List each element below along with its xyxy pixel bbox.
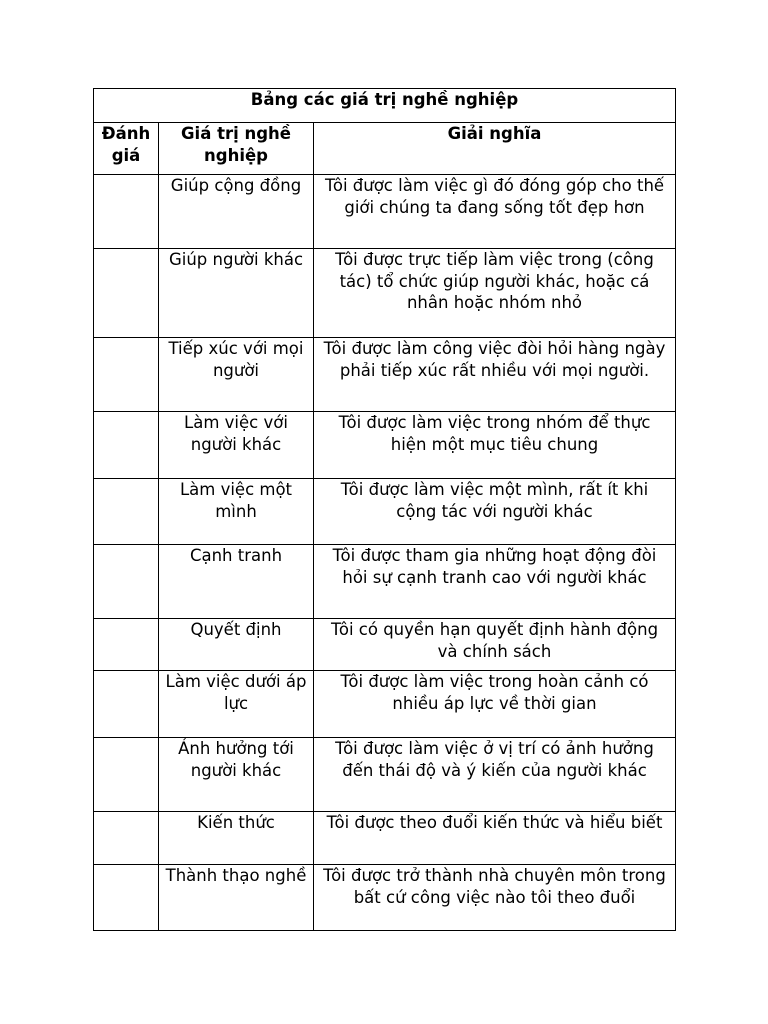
table-row [94, 412, 676, 479]
career-value-cell: Tiếp xúc với mọi người [159, 338, 314, 412]
meaning-cell: Tôi được trở thành nhà chuyên môn trong bất cứ công việc nào tôi theo đuổi [314, 865, 676, 931]
rating-cell[interactable] [94, 865, 159, 931]
career-value-cell: Làm việc một mình [159, 479, 314, 545]
table-row [94, 619, 676, 671]
rating-cell[interactable] [94, 812, 159, 865]
header-row [94, 123, 676, 175]
meaning-cell: Tôi được làm việc ở vị trí có ảnh hưởng đến thái độ và ý kiến của người khác [314, 738, 676, 812]
table-row [94, 249, 676, 338]
table-row [94, 738, 676, 812]
table-row [94, 865, 676, 931]
rating-cell[interactable] [94, 479, 159, 545]
meaning-cell: Tôi được làm việc gì đó đóng góp cho thế giới chúng ta đang sống tốt đẹp hơn [314, 175, 676, 249]
meaning-cell: Tôi được làm công việc đòi hỏi hàng ngày phải tiếp xúc rất nhiều với mọi người. [314, 338, 676, 412]
career-value-cell: Làm việc với người khác [159, 412, 314, 479]
rating-cell[interactable] [94, 412, 159, 479]
career-value-cell: Làm việc dưới áp lực [159, 671, 314, 738]
title-row [94, 89, 676, 123]
table-row [94, 545, 676, 619]
rating-cell[interactable] [94, 338, 159, 412]
career-value-cell: Kiến thức [159, 812, 314, 865]
meaning-cell: Tôi được theo đuổi kiến thức và hiểu biết [314, 812, 676, 865]
career-value-cell: Thành thạo nghề [159, 865, 314, 931]
career-values-table [93, 88, 676, 931]
meaning-cell: Tôi có quyền hạn quyết định hành động và chính sách [314, 619, 676, 671]
rating-cell[interactable] [94, 619, 159, 671]
header-career-value: Giá trị nghề nghiệp [159, 123, 314, 175]
meaning-cell: Tôi được làm việc một mình, rất ít khi cộng tác với người khác [314, 479, 676, 545]
table-row [94, 479, 676, 545]
table-title: Bảng các giá trị nghề nghiệp [94, 89, 676, 123]
rating-cell[interactable] [94, 175, 159, 249]
table-row [94, 812, 676, 865]
rating-cell[interactable] [94, 249, 159, 338]
table-row [94, 175, 676, 249]
meaning-cell: Tôi được làm việc trong nhóm để thực hiện một mục tiêu chung [314, 412, 676, 479]
header-meaning: Giải nghĩa [314, 123, 676, 175]
career-value-cell: Giúp cộng đồng [159, 175, 314, 249]
rating-cell[interactable] [94, 671, 159, 738]
table-row [94, 671, 676, 738]
career-value-cell: Giúp người khác [159, 249, 314, 338]
career-value-cell: Cạnh tranh [159, 545, 314, 619]
table-row [94, 338, 676, 412]
meaning-cell: Tôi được trực tiếp làm việc trong (công tác) tổ chức giúp người khác, hoặc cá nhân hoặc nhóm nhỏ [314, 249, 676, 338]
career-value-cell: Ảnh hưởng tới người khác [159, 738, 314, 812]
meaning-cell: Tôi được làm việc trong hoàn cảnh có nhiều áp lực về thời gian [314, 671, 676, 738]
rating-cell[interactable] [94, 545, 159, 619]
header-rating: Đánh giá [94, 123, 159, 175]
rating-cell[interactable] [94, 738, 159, 812]
meaning-cell: Tôi được tham gia những hoạt động đòi hỏi sự cạnh tranh cao với người khác [314, 545, 676, 619]
career-value-cell: Quyết định [159, 619, 314, 671]
